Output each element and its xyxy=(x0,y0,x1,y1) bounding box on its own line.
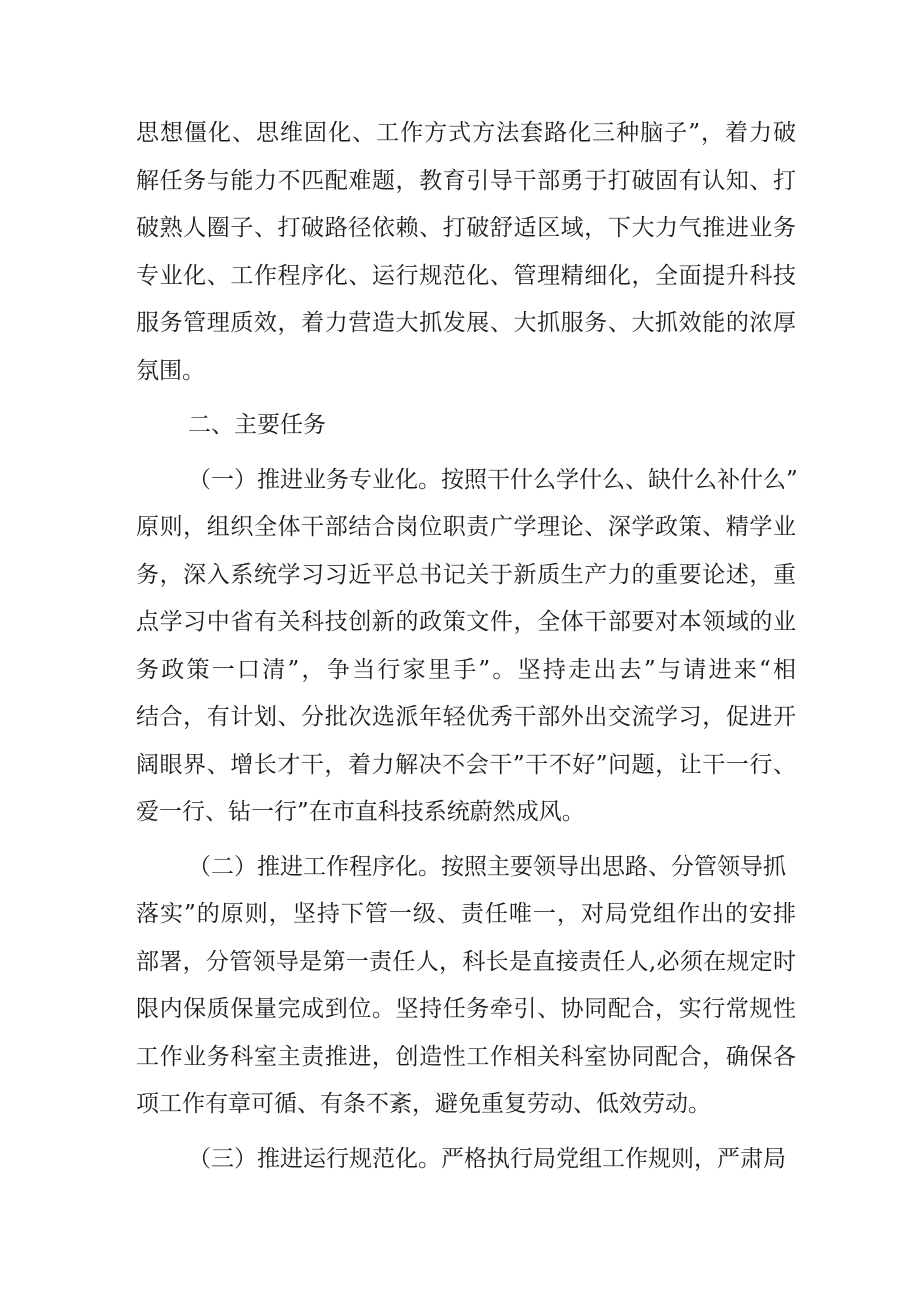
text-line: 务，深入系统学习习近平总书记关于新质生产力的重要论述，重 xyxy=(136,561,796,588)
paragraph-task-2 xyxy=(136,844,796,1129)
section-heading-main-tasks xyxy=(136,402,796,450)
text-line: 项工作有章可循、有条不紊，避免重复劳动、低效劳动。 xyxy=(136,1091,711,1117)
text-line: 限内保质保量完成到位。坚持任务牵引、协同配合，实行常规性 xyxy=(136,996,796,1022)
text-line: 专业化、工作程序化、运行规范化、管理精细化，全面提升科技 xyxy=(136,262,796,289)
text-line: 服务管理质效，着力营造大抓发展、大抓服务、大抓效能的浓厚 xyxy=(136,310,796,336)
text-line: 解任务与能力不匹配难题，教育引导干部勇于打破固有认知、打 xyxy=(136,167,796,194)
text-line: 破熟人圈子、打破路径依赖、打破舒适区域，下大力气推进业务 xyxy=(136,215,796,241)
text-line: 结合，有计划、分批次选派年轻优秀干部外出交流学习，促进开 xyxy=(136,704,796,730)
text-line: 务政策一口清”，争当行家里手”。坚持走出去”与请进来“相 xyxy=(136,656,796,683)
document-body xyxy=(136,110,796,1183)
text-line: 原则，组织全体干部结合岗位职责广学理论、深学政策、精学业 xyxy=(136,514,796,540)
text-line: 氛围。 xyxy=(136,357,205,384)
paragraph-task-1 xyxy=(136,457,796,837)
text-line: 落实”的原则，坚持下管一级、责任唯一，对局党组作出的安排 xyxy=(136,901,796,927)
text-line: 爱一行、钻一行”在市直科技系统蔚然成风。 xyxy=(136,799,585,825)
paragraph-task-3 xyxy=(136,1136,796,1184)
text-line: 点学习中省有关科技创新的政策文件，全体干部要对本领域的业 xyxy=(136,609,796,635)
text-line-first: （三）推进运行规范化。严格执行局党组工作规则，严肃局 xyxy=(188,1145,786,1172)
text-line: 部署，分管领导是第一责任人，科长是直接责任人,必须在规定时 xyxy=(136,948,796,975)
text-line-first: （二）推进工作程序化。按照主要领导出思路、分管领导抓 xyxy=(188,853,786,880)
text-line: 工作业务科室主责推进，创造性工作相关科室协同配合，确保各 xyxy=(136,1043,796,1070)
section-heading: 二、主要任务 xyxy=(188,412,326,438)
text-line-first: （一）推进业务专业化。按照干什么学什么、缺什么补什么” xyxy=(188,466,798,493)
text-line: 阔眼界、增长才干，着力解决不会干”干不好”问题，让干一行、 xyxy=(136,751,796,778)
paragraph-intro-continued xyxy=(136,110,796,395)
text-line: 思想僵化、思维固化、工作方式方法套路化三种脑子”，着力破 xyxy=(136,120,796,146)
